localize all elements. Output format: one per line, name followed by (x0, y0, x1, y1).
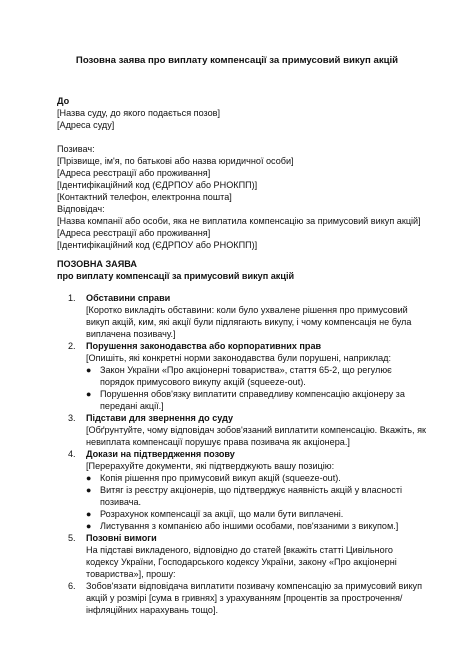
section-text: [Обґрунтуйте, чому відповідач зобов'язаний виплатити компенсацію. Вкажіть, як невиплата компенсації порушує права позивача як акціонера.] (86, 425, 426, 447)
bullet-text: Витяг із реєстру акціонерів, що підтверджує наявність акцій у власності позивача. (100, 485, 403, 507)
plaintiff-address: [Адреса реєстрації або проживання] (57, 168, 211, 178)
bullet-list (86, 364, 427, 412)
section-text: [Коротко викладіть обставини: коли було ухвалене рішення про примусовий викуп акцій, ким, які акції були підлягають викупу, і чому компенсація не була виплачена позивачу.] (86, 305, 412, 339)
section-number: 6. (68, 581, 76, 591)
bullet-text: Порушення обов'язку виплатити справедливу компенсацію акціонеру за передані акції.] (100, 389, 405, 411)
section-item (57, 292, 427, 340)
bullet-text: Копія рішення про примусовий викуп акцій (squeeze-out). (100, 473, 341, 483)
plaintiff-name: [Прізвище, ім'я, по батькові або назва юридичної особи] (57, 156, 294, 166)
section-title: Підстави для звернення до суду (86, 413, 234, 423)
bullet-text: Розрахунок компенсації за акції, що мали бути виплачені. (100, 509, 344, 519)
bullet-item (86, 508, 427, 520)
bullet-item (86, 472, 427, 484)
section-item (57, 580, 427, 616)
defendant-name: [Назва компанії або особи, яка не виплатила компенсацію за примусовий викуп акцій] (57, 216, 421, 226)
section-item (57, 412, 427, 448)
bullet-icon: ● (86, 485, 92, 495)
section-text: Зобов'язати відповідача виплатити позивачу компенсацію за примусовий викуп акцій у розмірі [сума в гривнях] з урахуванням [процентів за прострочення/інфляційних нарахувань тощо]. (86, 581, 422, 615)
bullet-icon: ● (86, 509, 92, 519)
section-title: Докази на підтвердження позову (86, 449, 235, 459)
bullet-icon: ● (86, 473, 92, 483)
bullet-list (86, 472, 427, 532)
claim-heading (57, 258, 437, 282)
bullet-icon: ● (86, 521, 92, 531)
defendant-label: Відповідач: (57, 204, 105, 214)
plaintiff-code: [Ідентифікаційний код (ЄДРПОУ або РНОКПП)] (57, 180, 258, 190)
bullet-item (86, 484, 427, 508)
defendant-code: [Ідентифікаційний код (ЄДРПОУ або РНОКПП)] (57, 240, 258, 250)
defendant-address: [Адреса реєстрації або проживання] (57, 228, 211, 238)
section-text: [Опишіть, які конкретні норми законодавства були порушені, наприклад: (86, 353, 391, 363)
plaintiff-contacts: [Контактний телефон, електронна пошта] (57, 192, 232, 202)
section-number: 5. (68, 533, 76, 543)
bullet-text: Закон України «Про акціонерні товариства», стаття 65-2, що регулює порядок примусового викупу акцій (squeeze-out). (100, 365, 392, 387)
court-block (57, 95, 437, 131)
court-address: [Адреса суду] (57, 120, 115, 130)
section-number: 3. (68, 413, 76, 423)
section-title: Обставини справи (86, 293, 171, 303)
section-item (57, 448, 427, 532)
sections-list (57, 292, 427, 616)
court-label: До (57, 96, 70, 106)
bullet-item (86, 364, 427, 388)
bullet-item (86, 520, 427, 532)
plaintiff-label: Позивач: (57, 144, 95, 154)
section-title: Позовні вимоги (86, 533, 157, 543)
defendant-block (57, 203, 437, 251)
section-title: Порушення законодавства або корпоративних прав (86, 341, 322, 351)
section-item (57, 340, 427, 412)
section-number: 2. (68, 341, 76, 351)
bullet-icon: ● (86, 365, 92, 375)
document-title: Позовна заява про виплату компенсації за примусовий викуп акцій (75, 55, 399, 66)
bullet-text: Листування з компанією або іншими особами, пов'язаними з викупом.] (100, 521, 399, 531)
bullet-icon: ● (86, 389, 92, 399)
section-number: 1. (68, 293, 76, 303)
court-name: [Назва суду, до якого подається позов] (57, 108, 221, 118)
section-number: 4. (68, 449, 76, 459)
section-item (57, 532, 427, 580)
heading-line2: про виплату компенсації за примусовий викуп акцій (57, 271, 295, 281)
section-text: [Перерахуйте документи, які підтверджують вашу позицію: (86, 461, 335, 471)
plaintiff-block (57, 143, 437, 203)
heading-line1: ПОЗОВНА ЗАЯВА (57, 259, 137, 269)
section-text: На підставі викладеного, відповідно до статей [вкажіть статті Цивільного кодексу України, Господарського кодексу України, закону «Про акціонерні товариства»], прошу: (86, 545, 397, 579)
bullet-item (86, 388, 427, 412)
